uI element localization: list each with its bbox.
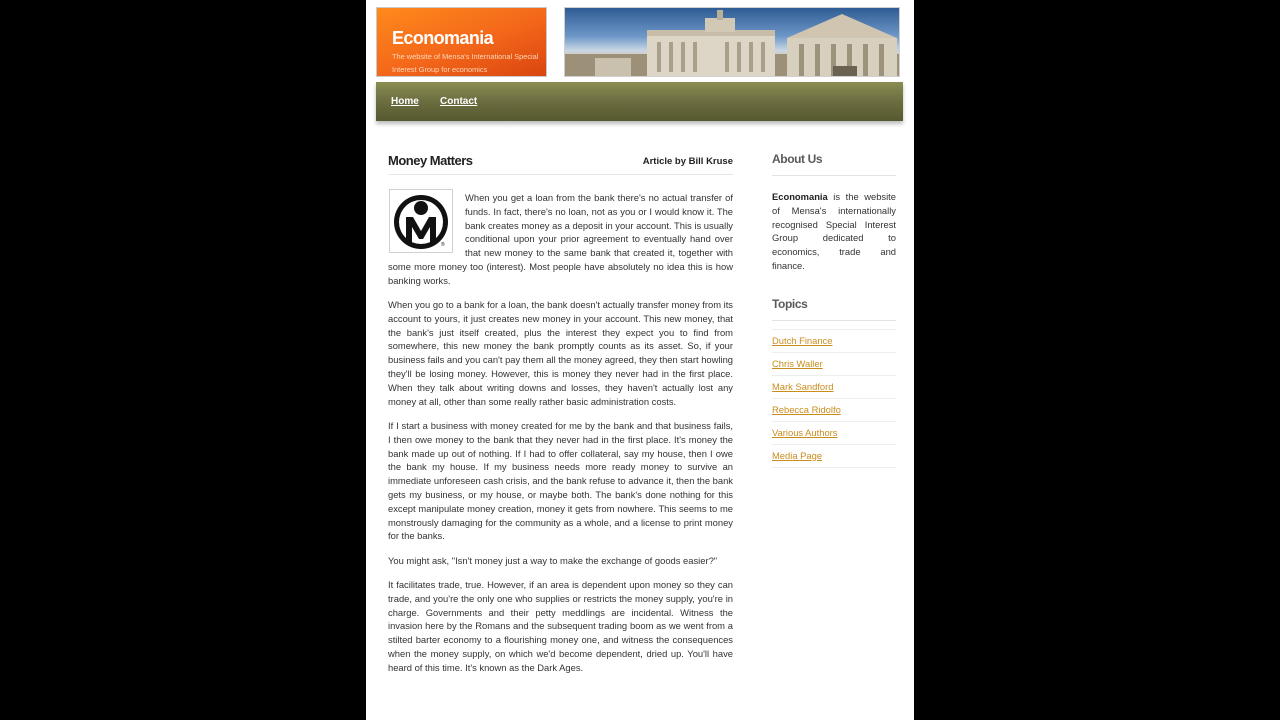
- topics-list: [772, 329, 896, 468]
- article-paragraph: When you get a loan from the bank there's no actual transfer of funds. In fact, there's no loan, not as you or I would know it. The bank creates money as a deposit in your account. This is usually conditional upon your prior agreement to eventually hand over that new money to the same bank that created it, together with some more money too (interest). Most people have absolutely no idea this is how banking works.: [388, 192, 733, 286]
- topic-link-dutch-finance[interactable]: Dutch Finance: [772, 330, 896, 353]
- article-header: [388, 152, 733, 175]
- topic-link-chris-waller[interactable]: Chris Waller: [772, 353, 896, 376]
- bank-buildings-illustration: [565, 8, 900, 77]
- article-paragraph: It facilitates trade, true. However, if an area is dependent upon money so they can trade, and you're the only one who supplies or restricts the money supply, you're in charge. Governments and their petty meddlings are incidental. Witness the invasion here by the Romans and the subsequent trading boom as we went from a stilted barter economy to a flourishing money one, and witness the consequences when the money supply, on which we'd become dependent, dried up. You'll have heard of this time. It's known as the Dark Ages.: [388, 578, 733, 673]
- site-title[interactable]: Economania: [392, 28, 494, 48]
- header-banner-image: [564, 7, 900, 77]
- topic-link-various-authors[interactable]: Various Authors: [772, 422, 896, 445]
- svg-text:®: ®: [441, 242, 445, 248]
- article-byline: Article by Bill Kruse: [642, 156, 733, 167]
- topic-link-media-page[interactable]: Media Page: [772, 445, 896, 468]
- about-heading: About Us: [772, 152, 896, 176]
- page: [366, 0, 914, 720]
- article-paragraph: If I start a business with money created for me by the bank and that business fails, I then owe money to the bank that they never had in the first place. It's money the bank made up out of nothing. If I had to offer collateral, say my house, then I owe the bank my house. If my business needs more ready money to survive an immediate unforeseen cash crisis, and the bank refuse to advance it, then the bank gets my business, or my house, or maybe both. The bank's done nothing for this except manipulate money creation, money it gets from nowhere. This seems to me monstrously damaging for the community as a whole, and a license to print money for the banks.: [388, 419, 733, 542]
- nav-home-link[interactable]: Home: [391, 96, 419, 107]
- article: [388, 152, 733, 685]
- main-nav: [376, 82, 903, 121]
- sidebar: [772, 152, 896, 468]
- mensa-logo-icon: [389, 189, 453, 253]
- topic-link-rebecca-ridolfo[interactable]: Rebecca Ridolfo: [772, 399, 896, 422]
- article-body: [388, 191, 733, 675]
- article-title: Money Matters: [388, 153, 473, 168]
- topic-link-mark-sandford[interactable]: Mark Sandford: [772, 376, 896, 399]
- about-description: is the website of Mensa's internationally recognised Special Interest Group dedicated to economics, trade and finance.: [772, 191, 896, 271]
- about-site-name: Economania: [772, 191, 828, 202]
- article-paragraph: When you go to a bank for a loan, the bank doesn't actually transfer money from its account to yours, it just creates new money in your account. This new money, that the bank's just itself created, plus the interest they expect you to find from somewhere, this new money the bank promptly counts as its asset. So, if your business fails and you can't pay them all the money agreed, they then start howling they'll be losing money. However, this is money they never had in the first place. When they talk about writing downs and losses, they haven't actually lost any money at all, other than some really rather basic administration costs.: [388, 299, 733, 407]
- nav-contact-link[interactable]: Contact: [440, 96, 478, 107]
- topics-heading: Topics: [772, 297, 896, 321]
- article-paragraph: You might ask, "Isn't money just a way to make the exchange of goods easier?": [388, 554, 718, 566]
- about-text: [772, 190, 896, 273]
- site-tagline: The website of Mensa's International Special Interest Group for economics: [392, 52, 539, 74]
- site-brand-box[interactable]: [376, 7, 547, 77]
